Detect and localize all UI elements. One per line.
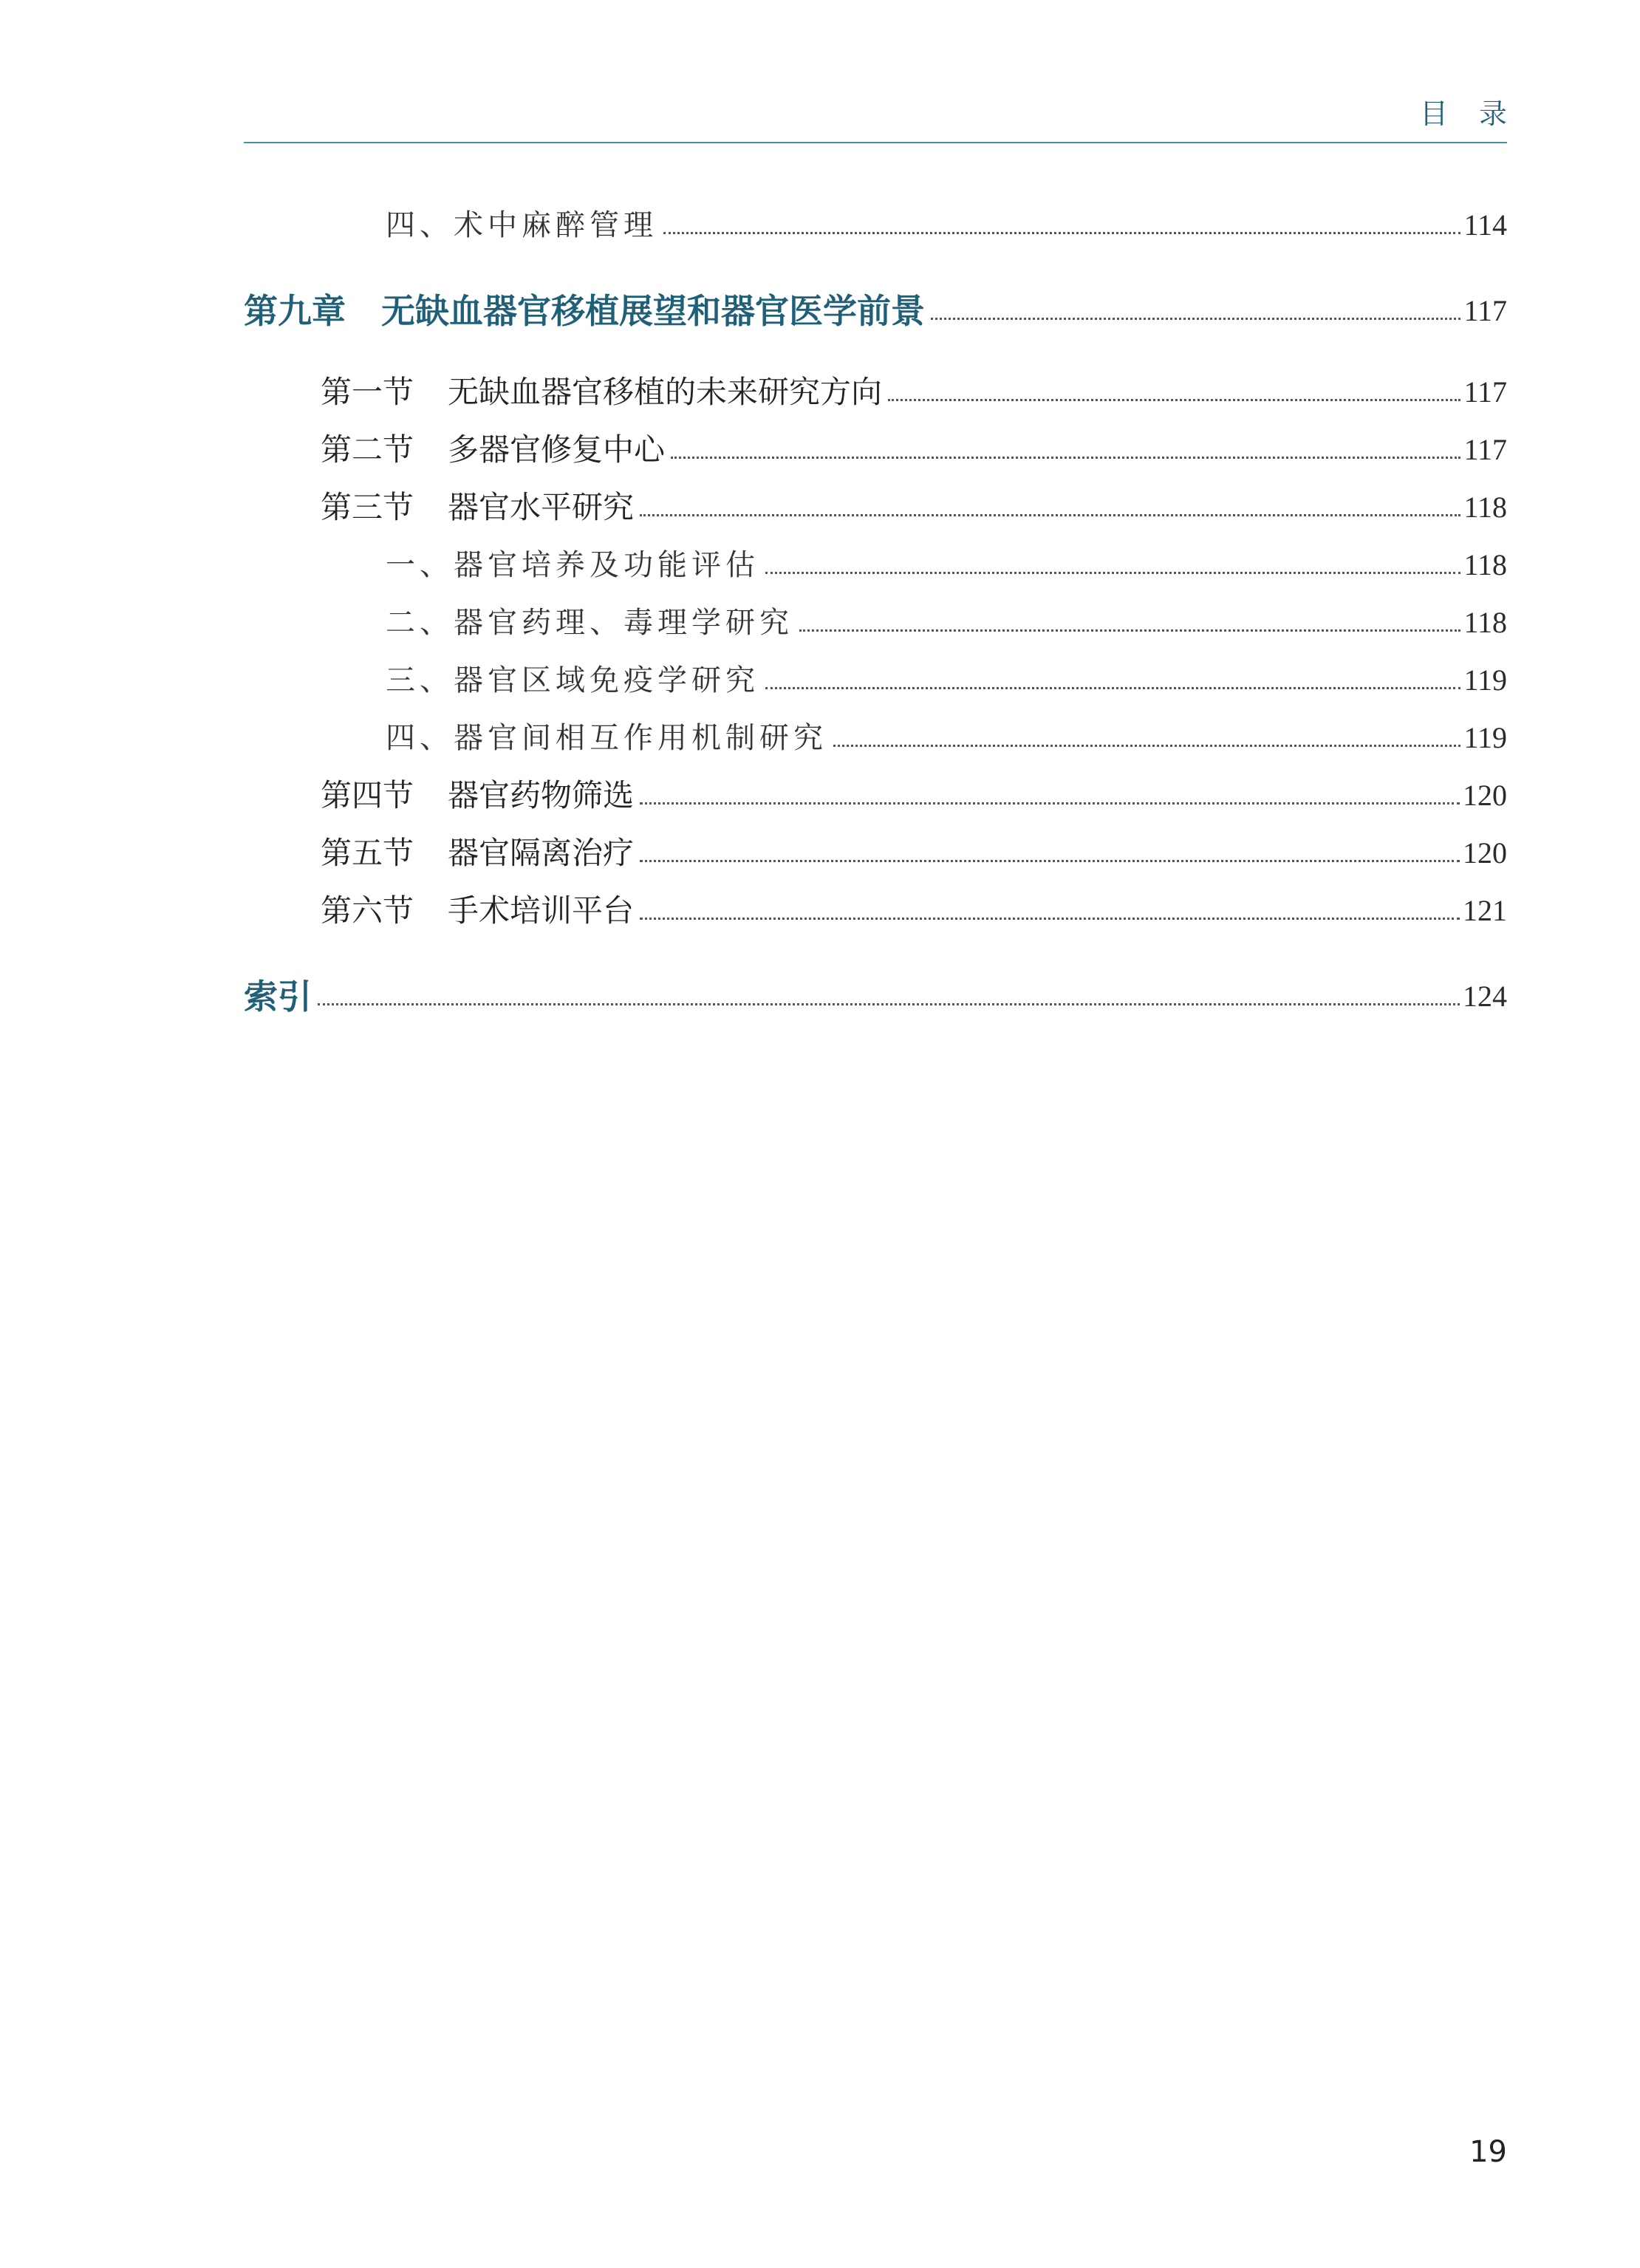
- toc-item-title: 二、器官药理、毒理学研究: [386, 606, 793, 640]
- page-number: 19: [1469, 2135, 1507, 2169]
- toc-item[interactable]: [386, 662, 1507, 699]
- toc-section-label: [321, 489, 634, 526]
- toc-page-number: 120: [1463, 779, 1507, 812]
- header-rule: [244, 142, 1507, 143]
- section-number: 第四节: [321, 777, 414, 813]
- toc-section-label: [321, 892, 634, 929]
- toc-section[interactable]: [321, 489, 1507, 526]
- toc-item-title: 四、器官间相互作用机制研究: [386, 721, 827, 755]
- toc-page-number: 120: [1463, 836, 1507, 870]
- toc-section-label: [321, 777, 634, 814]
- section-title: 器官隔离治疗: [448, 835, 635, 871]
- toc-chapter-label: [244, 293, 925, 329]
- section-title: 器官药物筛选: [448, 777, 635, 813]
- toc-item[interactable]: [386, 720, 1507, 756]
- section-number: 第一节: [321, 374, 414, 410]
- toc-item[interactable]: [386, 207, 1507, 244]
- running-header: [244, 96, 1538, 143]
- leader-dots: [640, 860, 1460, 862]
- leader-dots: [833, 745, 1460, 747]
- toc-page-number: 117: [1463, 433, 1507, 466]
- section-title: 器官水平研究: [448, 489, 635, 525]
- leader-dots: [318, 1003, 1460, 1005]
- chapter-title: 索引: [244, 977, 312, 1017]
- section-number: 第五节: [321, 835, 414, 871]
- toc-section[interactable]: [321, 374, 1507, 411]
- leader-dots: [765, 572, 1460, 574]
- section-number: 第二节: [321, 431, 414, 468]
- header-title: 目录: [1419, 98, 1538, 130]
- toc-section[interactable]: [321, 892, 1507, 929]
- toc-page-number: 118: [1463, 548, 1507, 581]
- leader-dots: [888, 399, 1460, 401]
- leader-dots: [663, 232, 1460, 234]
- toc-item[interactable]: [386, 604, 1507, 641]
- leader-dots: [799, 629, 1460, 632]
- leader-dots: [640, 802, 1460, 805]
- toc-page-number: 114: [1463, 208, 1507, 242]
- toc-page-number: 118: [1463, 491, 1507, 524]
- toc-item[interactable]: [386, 547, 1507, 584]
- section-title: 多器官修复中心: [448, 431, 666, 468]
- section-title: 无缺血器官移植的未来研究方向: [448, 374, 883, 410]
- toc-page-number: 119: [1463, 721, 1507, 754]
- leader-dots: [765, 687, 1460, 689]
- leader-dots: [671, 457, 1460, 459]
- toc-item-title: 三、器官区域免疫学研究: [386, 663, 759, 697]
- toc-chapter[interactable]: [244, 293, 1507, 329]
- toc-chapter[interactable]: [244, 978, 1507, 1015]
- chapter-number: 第九章: [244, 291, 346, 331]
- section-number: 第六节: [321, 892, 414, 929]
- toc-section-label: [321, 835, 634, 872]
- toc-page-number: 121: [1463, 894, 1507, 927]
- toc-item-title: 四、术中麻醉管理: [386, 208, 657, 242]
- toc-chapter-label: [244, 978, 312, 1015]
- toc-section[interactable]: [321, 431, 1507, 468]
- toc-page-number: 119: [1463, 663, 1507, 697]
- leader-dots: [640, 918, 1460, 920]
- chapter-title: 无缺血器官移植展望和器官医学前景: [381, 291, 925, 331]
- toc-page-number: 124: [1463, 980, 1507, 1013]
- leader-dots: [640, 514, 1460, 516]
- toc-page-number: 117: [1463, 294, 1507, 327]
- toc-page-number: 117: [1463, 375, 1507, 409]
- toc-section[interactable]: [321, 835, 1507, 872]
- toc-section[interactable]: [321, 777, 1507, 814]
- section-title: 手术培训平台: [448, 892, 635, 929]
- toc-page-number: 118: [1463, 606, 1507, 639]
- toc-section-label: [321, 374, 882, 411]
- section-number: 第三节: [321, 489, 414, 525]
- leader-dots: [931, 318, 1460, 320]
- toc-item-title: 一、器官培养及功能评估: [386, 548, 759, 582]
- toc-section-label: [321, 431, 665, 468]
